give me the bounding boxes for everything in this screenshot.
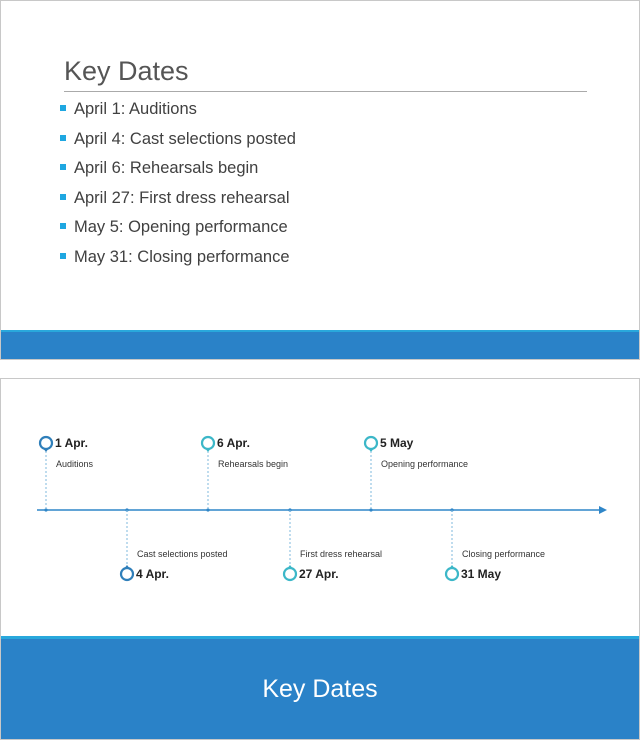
bullet-list: [59, 97, 296, 274]
title-band: [1, 636, 639, 739]
bullet-text: April 4: Cast selections posted: [74, 129, 296, 148]
timeline-date: 6 Apr.: [217, 436, 250, 450]
bullet-item: [59, 245, 296, 275]
timeline-description: Opening performance: [381, 459, 469, 469]
bullet-text: April 6: Rehearsals begin: [74, 159, 259, 177]
bullet-text: May 5: Opening performance: [74, 218, 288, 236]
timeline-description: First dress rehearsal: [300, 549, 383, 559]
bullet-item: [59, 127, 296, 157]
bullet-text: April 27: First dress rehearsal: [74, 188, 290, 207]
timeline-graphic: [1, 379, 639, 639]
timeline-description: Auditions: [56, 459, 94, 469]
bullet-text: April 1: Auditions: [74, 100, 197, 118]
slide-1[interactable]: [0, 0, 640, 360]
timeline-pin-icon: [365, 437, 377, 452]
footer-accent-bar: [1, 330, 639, 359]
timeline-date: 5 May: [380, 436, 414, 450]
title-divider: [64, 91, 587, 92]
bullet-square-icon: [60, 253, 66, 259]
bullet-square-icon: [60, 223, 66, 229]
timeline-date: 4 Apr.: [136, 567, 169, 581]
timeline-pin-icon: [121, 565, 133, 580]
bullet-square-icon: [60, 105, 66, 111]
slide-2[interactable]: [0, 378, 640, 740]
bullet-text: May 31: Closing performance: [74, 247, 290, 266]
slide-title: Key Dates: [262, 675, 378, 703]
timeline-pin-icon: [446, 565, 458, 580]
timeline-date: 27 Apr.: [299, 567, 339, 581]
bullet-item: [59, 215, 296, 245]
bullet-square-icon: [60, 164, 66, 170]
bullet-item: [59, 186, 296, 216]
timeline-pin-icon: [202, 437, 214, 452]
bullet-square-icon: [60, 194, 66, 200]
timeline-pin-icon: [40, 437, 52, 452]
timeline-pin-icon: [284, 565, 296, 580]
timeline-description: Closing performance: [462, 549, 546, 559]
timeline-description: Cast selections posted: [137, 549, 228, 559]
bullet-square-icon: [60, 135, 66, 141]
timeline-description: Rehearsals begin: [218, 459, 289, 469]
bullet-item: [59, 97, 296, 127]
timeline-date: 1 Apr.: [55, 436, 88, 450]
timeline-date: 31 May: [461, 567, 502, 581]
timeline-arrowhead-icon: [599, 506, 607, 514]
slide-title: Key Dates: [64, 56, 189, 86]
bullet-item: [59, 156, 296, 186]
